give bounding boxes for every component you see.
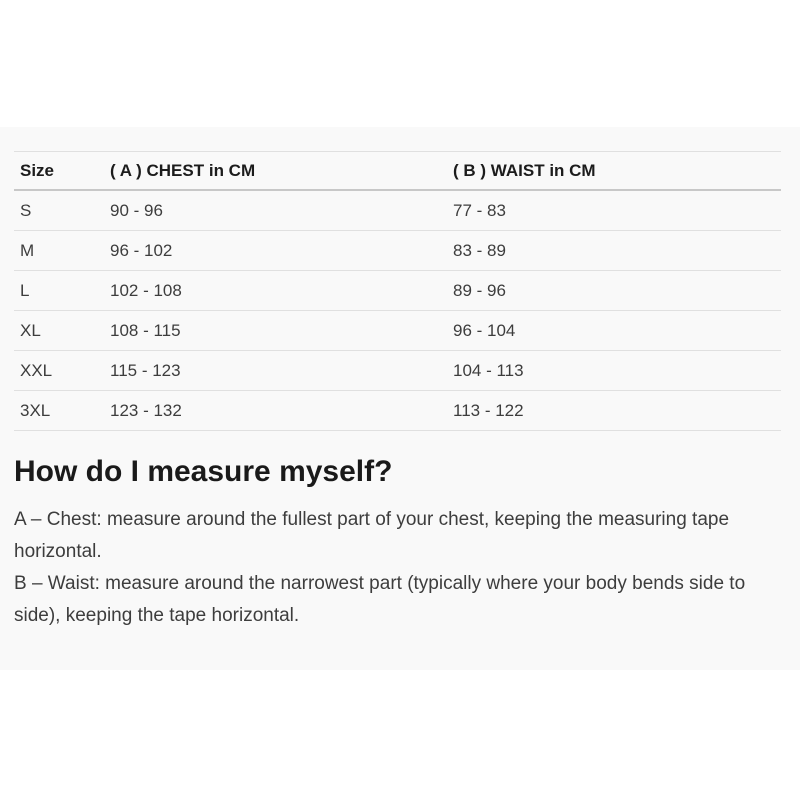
measure-guide-text	[14, 504, 781, 632]
chest-cell: 102 - 108	[110, 271, 453, 311]
size-cell: S	[14, 190, 110, 231]
chest-cell: 96 - 102	[110, 231, 453, 271]
chest-cell: 90 - 96	[110, 190, 453, 231]
waist-cell: 104 - 113	[453, 351, 781, 391]
chest-cell: 115 - 123	[110, 351, 453, 391]
waist-instruction-line-2: side), keeping the tape horizontal.	[14, 605, 300, 626]
size-table-header-row	[14, 152, 781, 191]
chest-instruction-line-2: horizontal.	[14, 541, 102, 562]
measure-guide-heading: How do I measure myself?	[14, 455, 393, 488]
waist-cell: 89 - 96	[453, 271, 781, 311]
chest-cell: 108 - 115	[110, 311, 453, 351]
table-row-3xl	[14, 391, 781, 431]
column-header-size: Size	[14, 152, 110, 191]
chest-cell: 123 - 132	[110, 391, 453, 431]
size-cell: XXL	[14, 351, 110, 391]
waist-cell: 96 - 104	[453, 311, 781, 351]
table-row-s	[14, 190, 781, 231]
size-cell: 3XL	[14, 391, 110, 431]
table-row-m	[14, 231, 781, 271]
size-chart-panel	[0, 127, 800, 670]
table-row-xxl	[14, 351, 781, 391]
size-cell: XL	[14, 311, 110, 351]
table-row-xl	[14, 311, 781, 351]
waist-cell: 77 - 83	[453, 190, 781, 231]
size-cell: M	[14, 231, 110, 271]
waist-cell: 83 - 89	[453, 231, 781, 271]
waist-instruction-line-1: B – Waist: measure around the narrowest part (typically where your body bends side to	[14, 573, 746, 594]
column-header-chest: ( A ) CHEST in CM	[110, 152, 453, 191]
column-header-waist: ( B ) WAIST in CM	[453, 152, 781, 191]
chest-instruction-line-1: A – Chest: measure around the fullest part of your chest, keeping the measuring tape	[14, 509, 730, 530]
table-row-l	[14, 271, 781, 311]
size-table	[14, 151, 781, 431]
size-cell: L	[14, 271, 110, 311]
waist-cell: 113 - 122	[453, 391, 781, 431]
